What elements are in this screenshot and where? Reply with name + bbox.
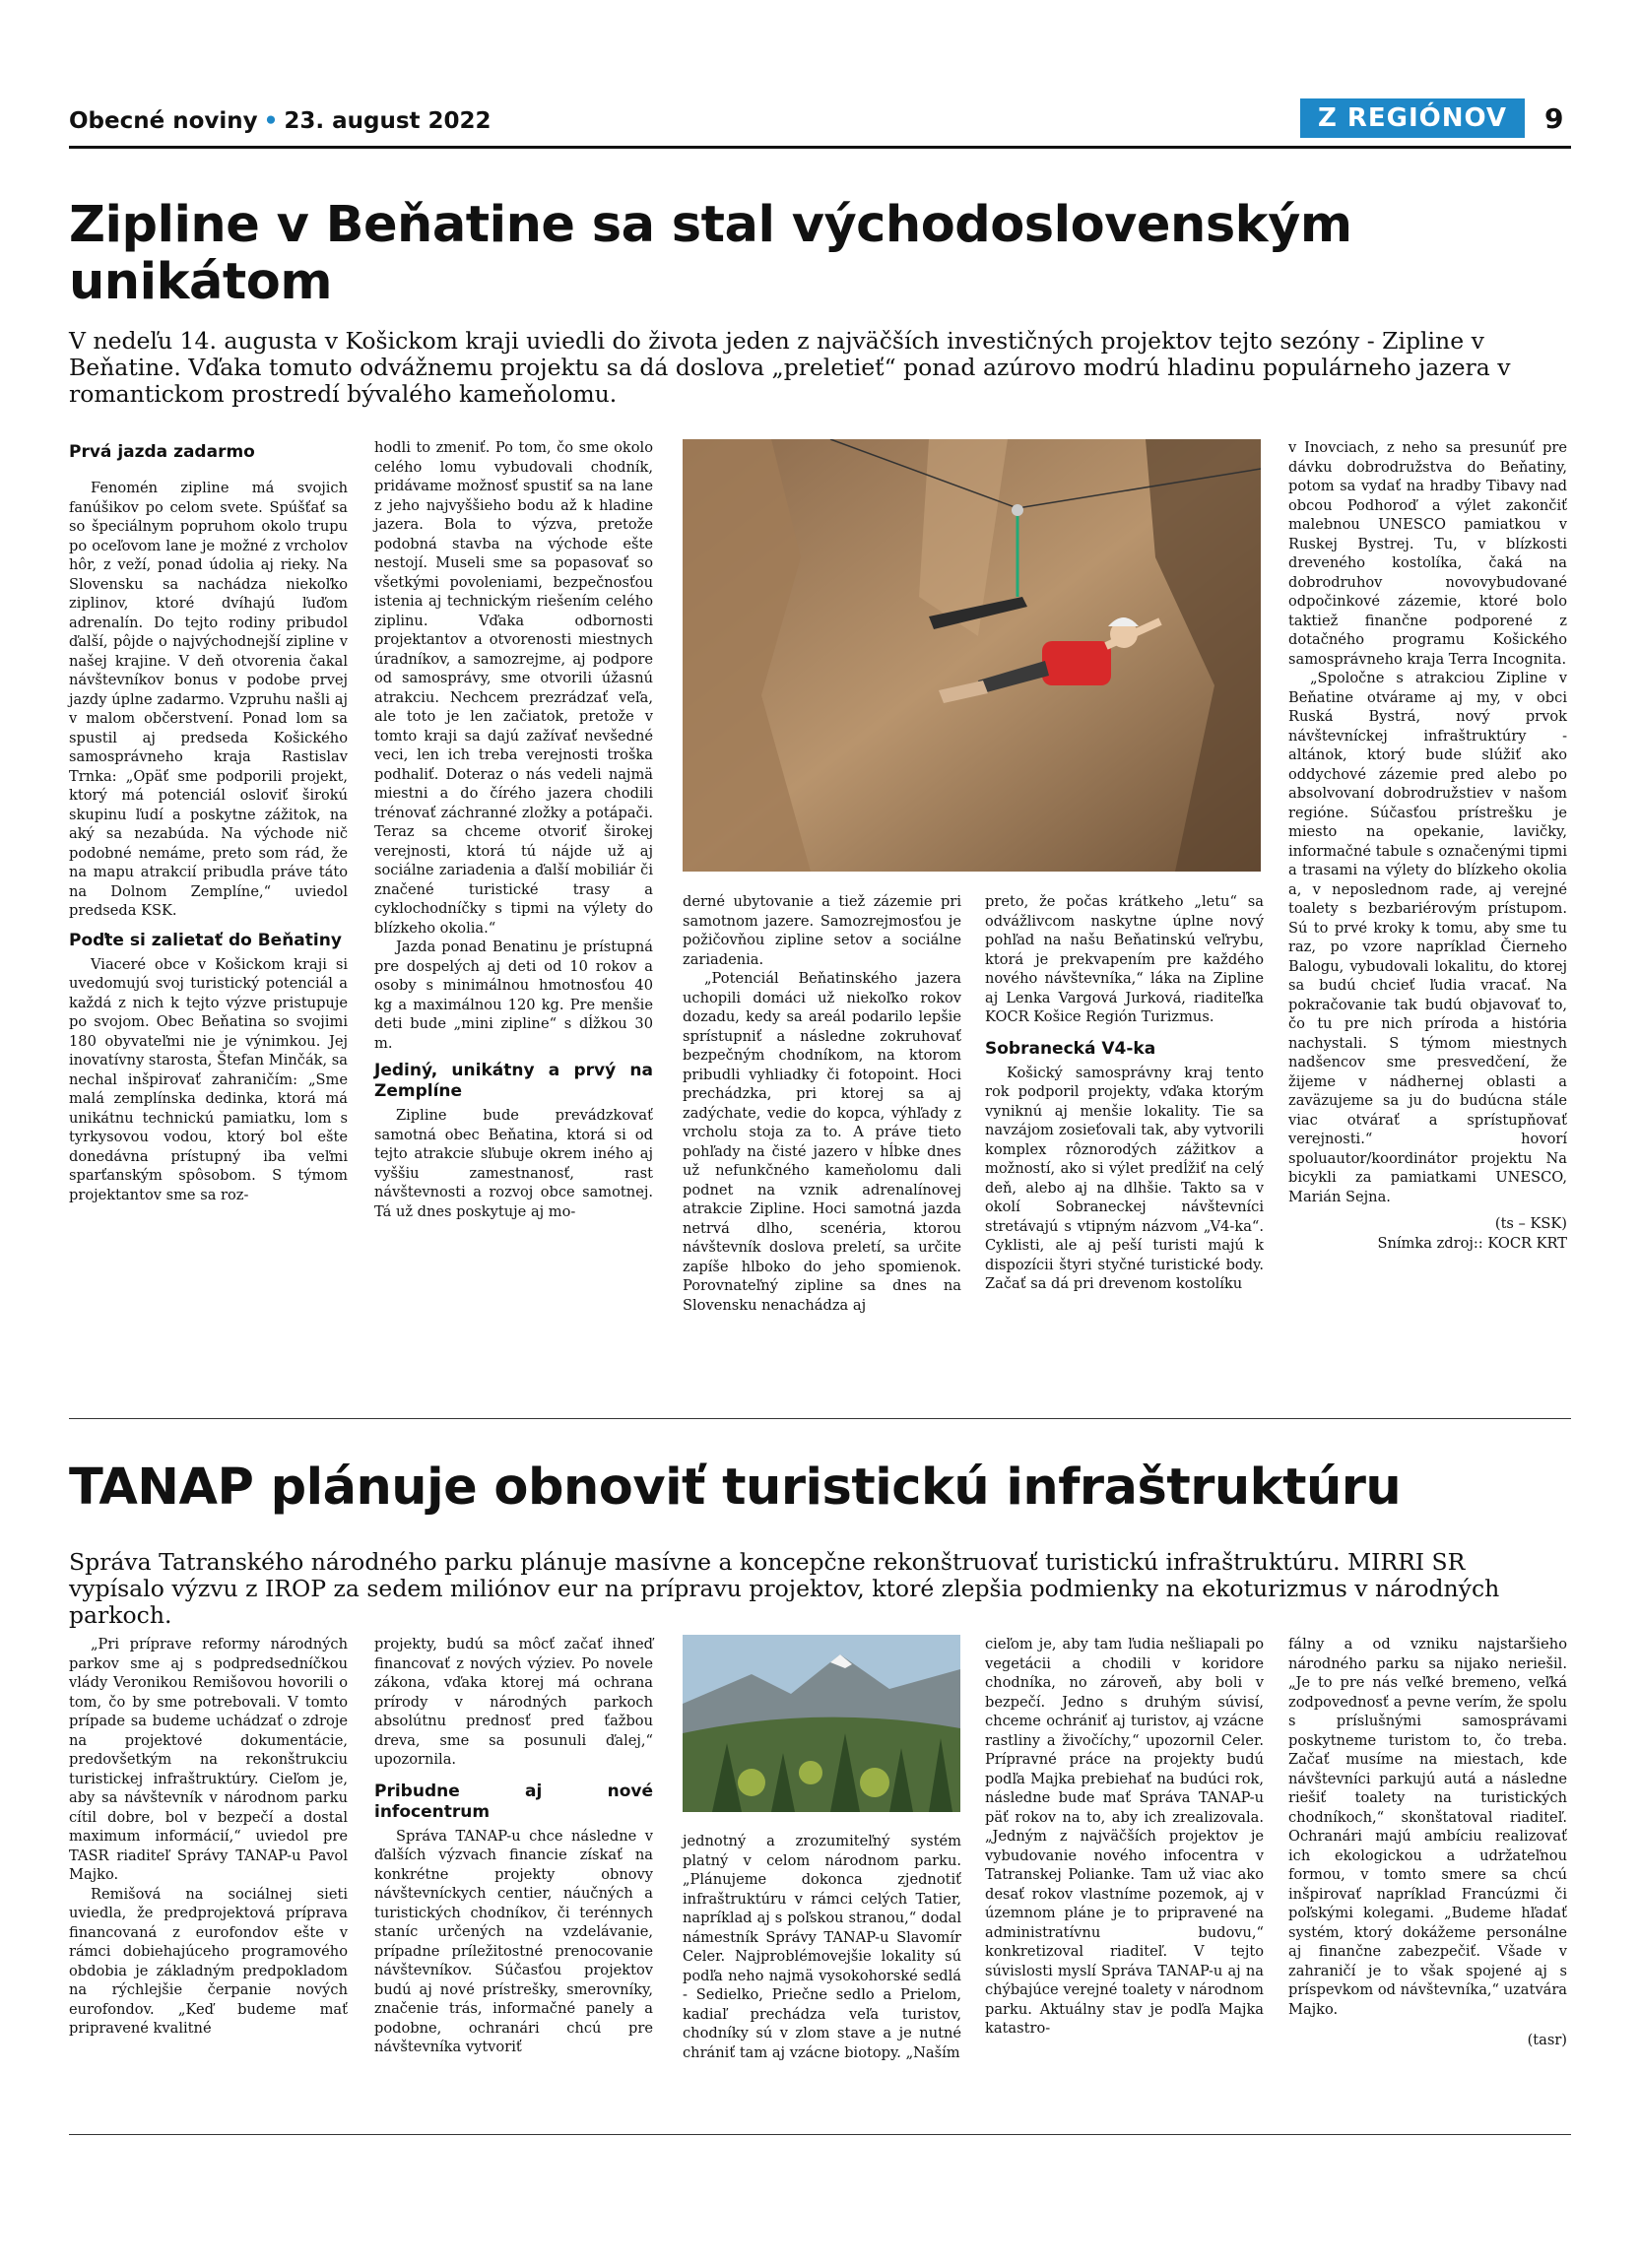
paragraph: cieľom je, aby tam ľudia nešliapali po vegetácii a chodili v koridore chodníka, no zároveň, aby boli v bezpečí. Jedno s druhým súvisí, chceme ochrániť aj turistov, aj vzácne rastliny a živočíchy,“ upozornil Celer. Prípravné práce na projekty budú podľa Majka prebiehať na budúci rok, následne bude mať Správa TANAP-u päť rokov na to, aby ich zrealizovala. „Jedným z najväčších projektov je vybudovanie nového infocentra v Tatranskej Polianke. Tam už viac ako desať rokov vlastníme pozemok, aj v územnom pláne je to pripravené na administratívnu budovu,“ konkretizoval riaditeľ. V tejto súvislosti myslí Správa TANAP-u aj na chýbajúce verejné toalety v národnom parku. Aktuálny stav je podľa Majka katastro- bbox=[985, 1636, 1264, 2037]
tatras-photo bbox=[683, 1635, 960, 1812]
paragraph: v Inovciach, z neho sa presunúť pre dávku dobrodružstva do Beňatiny, potom sa vydať na hradby Tibavy nad obcou Podhoroď a výlet zakončiť malebnou UNESCO pamiatkou v Ruskej Bystrej. Tu, v blízkosti dreveného kostolíka, čaká na dobrodruhov novovybudované odpočinkové zázemie, ktoré bolo taktiež finančne podporené z dotačného programu Košického samosprávneho kraja Terra Incognita. bbox=[1288, 439, 1567, 668]
masthead bbox=[69, 108, 492, 134]
paragraph: „Potenciál Beňatinského jazera uchopili domáci už niekoľko rokov dozadu, kedy sa areál podarilo lepšie sprístupniť a následne zokruhovať bezpečným chodníkom, na ktorom pribudli vyhliadky či fotopoint. Hoci prechádzka, pri ktorej sa aj zadýchate, vedie do kopca, výhľady z vrcholu stoja za to. A práve tieto pohľady na čisté jazero v hĺbke dnes už nefunkčného kameňolomu dali podnet na vznik adrenalínovej atrakcie Zipline. Hoci samotná jazda netrvá dlho, scenéria, ktorou návštevník doslova preletí, sa určite zapíše hlboko do jeho spomienok. Porovnateľný zipline sa dnes na Slovensku nenachádza aj bbox=[683, 970, 961, 1314]
paragraph: Zipline bude prevádzkovať samotná obec Beňatina, ktorá si od tejto atrakcie sľubuje okrem iného aj vyššiu zamestnanosť, rast návštevnosti a rozvoj obce samotnej. Tá už dnes poskytuje aj mo- bbox=[374, 1107, 653, 1220]
tatras-photo-art bbox=[683, 1635, 960, 1812]
paragraph: preto, že počas krátkeho „letu“ sa odvážlivcom naskytne úplne nový pohľad na našu Beňatinskú veľrybu, ktorá je prekvapením pre každého nového návštevníka,“ láka na Zipline aj Lenka Vargová Jurková, riaditeľka KOCR Košice Región Turizmus. bbox=[985, 893, 1264, 1025]
subheading: Pribudne aj nové infocentrum bbox=[374, 1781, 653, 1822]
paragraph: Viaceré obce v Košickom kraji si uvedomujú svoj turistický potenciál a každá z nich k tejto výzve pristupuje po svojom. Obec Beňatina so svojimi 180 obyvateľmi nie je výnimkou. Jej inovatívny starosta, Štefan Minčák, sa nechal inšpirovať zahraničím: „Sme malá zemplínska dedinka, ktorá má unikátnu technickú pamiatku, lom s tyrkysovou vodou, ktorý bol ešte donedávna prístupný iba veľmi sparťanským spôsobom. S týmom projektantov sme sa roz- bbox=[69, 955, 348, 1203]
article-divider bbox=[69, 1418, 1571, 1419]
article2-column-2 bbox=[374, 1635, 653, 2057]
zipline-photo bbox=[683, 439, 1261, 872]
article1-lead: V nedeľu 14. augusta v Košickom kraji uviedli do života jeden z najväčších investičných projektov tejto sezóny - Zipline v Beňatine. Vďaka tomuto odvážnemu projektu sa dá doslova „preletieť“ ponad azúrovo modrú hladinu populárneho jazera v romantickom prostredí bývalého kameňolomu. bbox=[69, 327, 1511, 408]
subheading: Poďte si zalietať do Beňatiny bbox=[69, 930, 342, 950]
article1-column-3 bbox=[683, 892, 961, 1315]
article2-column-1 bbox=[69, 1635, 348, 2039]
paragraph: hodli to zmeniť. Po tom, čo sme okolo celého lomu vybudovali chodník, pridávame možnosť spustiť sa na lane z jeho najvyššieho bodu až k hladine jazera. Bola to výzva, pretože podobná stavba na východe ešte nestojí. Museli sme sa popasovať so všetkými povoleniami, bezpečnosťou istenia aj technickým riešením celého ziplinu. Vďaka odbornosti projektantov a otvorenosti miestnych úradníkov, a samozrejme, aj podpore od samosprávy, sme otvorili úžasnú atrakciu. Nechcem prezrádzať veľa, ale toto je len začiatok, pretože v tomto kraji sa dajú zažívať nevšedné veci, len ich treba verejnosti troška podhaliť. Doteraz o nás vedeli najmä miestni a do čírého jazera chodili trénovať záchranné zložky a potápači. Teraz sa chceme otvoriť širokej verejnosti, ktorá tú nájde už aj sociálne zariadenia a ďalší mobiliár či značené turistické trasy a cyklochodníčky s tipmi na výlety do blízkeho okolia.“ bbox=[374, 439, 653, 937]
bottom-rule bbox=[69, 2134, 1571, 2135]
author-credit: (tasr) bbox=[1527, 2032, 1567, 2048]
article1-column-4 bbox=[985, 892, 1264, 1294]
headline-line: unikátom bbox=[69, 253, 332, 311]
subheading: Sobranecká V4-ka bbox=[985, 1038, 1156, 1059]
section-badge: Z REGIÓNOV bbox=[1300, 98, 1525, 138]
page-number: 9 bbox=[1544, 102, 1564, 135]
article2-lead: Správa Tatranského národného parku plánuje masívne a koncepčne rekonštruovať turistickú infraštruktúru. MIRRI SR vypísalo výzvu z IROP za sedem miliónov eur na prípravu projektov, ktoré zlepšia podmienky na ekoturizmus v národných parkoch. bbox=[69, 1548, 1500, 1629]
paragraph: Jazda ponad Benatinu je prístupná pre dospelých aj deti od 10 rokov a osoby s minimálnou hmotnosťou 40 kg a maximálnou 120 kg. Pre menšie deti bude „mini zipline“ s dĺžkou 30 m. bbox=[374, 939, 653, 1052]
subheading: Prvá jazda zadarmo bbox=[69, 442, 255, 462]
article1-column-1 bbox=[69, 436, 348, 1204]
article1-column-2 bbox=[374, 438, 653, 1221]
paragraph: „Pri príprave reformy národných parkov sme aj s podpredsedníčkou vlády Veronikou Remišovou hovorili o tom, čo by sme potrebovali. V tomto prípade sa budeme uchádzať o zdroje na projektové dokumentácie, predovšetkým na rekonštrukciu turistickej infraštruktúry. Cieľom je, aby sa návštevník v národnom parku cítil dobre, bol v bezpečí a dostal maximum informácií,“ uviedol pre TASR riaditeľ Správy TANAP-u Pavol Majko. bbox=[69, 1636, 348, 1883]
article2-column-3 bbox=[683, 1832, 961, 2062]
article2-column-4 bbox=[985, 1635, 1264, 2039]
separator-dot: • bbox=[263, 108, 279, 134]
article1-headline bbox=[69, 197, 1351, 311]
header-rule bbox=[69, 146, 1571, 149]
zipline-photo-art bbox=[683, 439, 1261, 872]
paper-name: Obecné noviny bbox=[69, 108, 258, 134]
headline-line: Zipline v Beňatine sa stal východoslovenským bbox=[69, 196, 1352, 254]
author-credit: (ts – KSK) bbox=[1494, 1215, 1567, 1232]
article1-column-5 bbox=[1288, 438, 1567, 1253]
subheading: Jediný, unikátny a prvý na Zemplíne bbox=[374, 1061, 653, 1101]
paragraph: Správa TANAP-u chce následne v ďalších výzvach financie získať na konkrétne projekty obnovy návštevníckych centier, náučných a turistických chodníkov, či terénnych staníc určených na vzdelávanie, prípadne príležitostné prenocovanie návštevníkov. Súčasťou projektov budú aj nové prístrešky, smerovníky, značenie trás, informačné panely a podobne, ochranári chcú pre návštevníka vytvoriť bbox=[374, 1827, 653, 2055]
paragraph: projekty, budú sa môcť začať ihneď financovať z nových výziev. Po novele zákona, vďaka ktorej má ochrana prírody v národných parkoch absolútnu prednosť pred ťažbou dreva, sme sa posunuli ďalej,“ upozornila. bbox=[374, 1636, 653, 1768]
article2-headline: TANAP plánuje obnoviť turistickú infraštruktúru bbox=[69, 1458, 1402, 1517]
photo-credit: Snímka zdroj:: KOCR KRT bbox=[1377, 1234, 1567, 1252]
paragraph: Košický samosprávny kraj tento rok podporil projekty, vďaka ktorým vyniknú aj menšie lokality. Tie sa navzájom zosieťovali tak, aby vytvorili komplex rôznorodých zážitkov a možností, ako si výlet predĺžiť na celý deň, alebo aj na dlhšie. Takto sa v okolí Sobraneckej návštevníci stretávajú s vtipným názvom „V4-ka“. Cyklisti, ale aj peší turisti majú k dispozícii štyri styčné turistické body. Začať sa dá pri drevenom kostolíku bbox=[985, 1064, 1264, 1292]
paragraph: „Spoločne s atrakciou Zipline v Beňatine otvárame aj my, v obci Ruská Bystrá, nový prvok návštevníckej infraštruktúry - altánok, ktorý bude slúžiť ako oddychové zázemie pred alebo po absolvovaní dobrodružstiev v našom regióne. Súčasťou prístrešku je miesto na opekanie, lavičky, informačné tabule s označenými tipmi a trasami na výlety do blízkeho okolia a, v neposlednom rade, aj verejné toalety s bezbariérovým prístupom. Sú to prvé kroky k tomu, aby sme tu raz, po vzore napríklad Čierneho Balogu, vybudovali lokalitu, do ktorej sa budú chcieť ľudia vracať. Na pokračovanie tak budú objavovať to, čo tu pre nich príroda a história nachystali. S týmom miestnych nadšencov sme presvedčení, že žijeme v nádhernej oblasti a zaväzujeme sa ju do budúcna stále viac otvárať a sprístupňovať verejnosti.“ hovorí spoluautor/koordinátor projektu Na bicykli za pamiatkami UNESCO, Marián Sejna. bbox=[1288, 670, 1567, 1205]
paragraph: jednotný a zrozumiteľný systém platný v celom národnom parku. „Plánujeme dokonca zjednotiť infraštruktúru v rámci celých Tatier, napríklad aj s poľskou stranou,“ dodal námestník Správy TANAP-u Slavomír Celer. Najproblémovejšie lokality sú podľa neho najmä vysokohorské sedlá - Sedielko, Priečne sedlo a Prielom, kadiaľ prechádza veľa turistov, chodníky sú v zlom stave a je nutné chrániť tam aj vzácne biotopy. „Naším bbox=[683, 1833, 961, 2061]
paragraph: fálny a od vzniku najstaršieho národného parku sa nijako neriešil. „Je to pre nás veľké bremeno, veľká zodpovednosť a pevne verím, že spolu s príslušnými samosprávami poskytneme turistom to, čo treba. Začať musíme na miestach, kde návštevníci parkujú autá a následne riešiť toalety na turistických chodníkoch,“ skonštatoval riaditeľ. Ochranári majú ambíciu realizovať ich ekologickou a udržateľnou formou, v tomto smere sa chcú inšpirovať napríklad Francúzmi či poľskými kolegami. „Budeme hľadať systém, ktorý dokážeme personálne aj finančne zabezpečiť. Všade v zahraničí je to však spojené aj s príspevkom od návštevníka,“ uzatvára Majko. bbox=[1288, 1636, 1567, 2018]
issue-date: 23. august 2022 bbox=[284, 108, 492, 134]
paragraph: derné ubytovanie a tiež zázemie pri samotnom jazere. Samozrejmosťou je požičovňou zipline setov a sociálne zariadenia. bbox=[683, 893, 961, 968]
article2-column-5 bbox=[1288, 1635, 1567, 2050]
paragraph: Remišová na sociálnej sieti uviedla, že predprojektová príprava financovaná z eurofondov ešte v rámci dobiehajúceho programového obdobia je základným predpokladom na rýchlejšie čerpanie nových eurofondov. „Keď budeme mať pripravené kvalitné bbox=[69, 1885, 348, 2037]
paragraph: Fenomén zipline má svojich fanúšikov po celom svete. Spúšťať sa so špeciálnym popruhom okolo trupu po oceľovom lane je možné z vrcholov hôr, z veží, ponad údolia aj rieky. Na Slovensku sa nachádza niekoľko ziplinov, ktoré dvíhajú ľuďom adrenalín. Do tejto rodiny pribudol ďalší, pôjde o najvýchodnejší zipline v našej krajine. V deň otvorenia čakal návštevníkov bonus v podobe prvej jazdy úplne zadarmo. Vzpruhu našli aj v malom občerstvení. Ponad lom sa spustil aj predseda Košického samosprávneho kraja Rastislav Trnka: „Opäť sme podporili projekt, ktorý má potenciál osloviť širokú skupinu ľudí a poskytne zážitok, na aký sa nezabúda. Na východe nič podobné nemáme, preto som rád, že na mapu atrakcií pribudla práve táto na Dolnom Zemplíne,“ uviedol predseda KSK. bbox=[69, 480, 348, 919]
